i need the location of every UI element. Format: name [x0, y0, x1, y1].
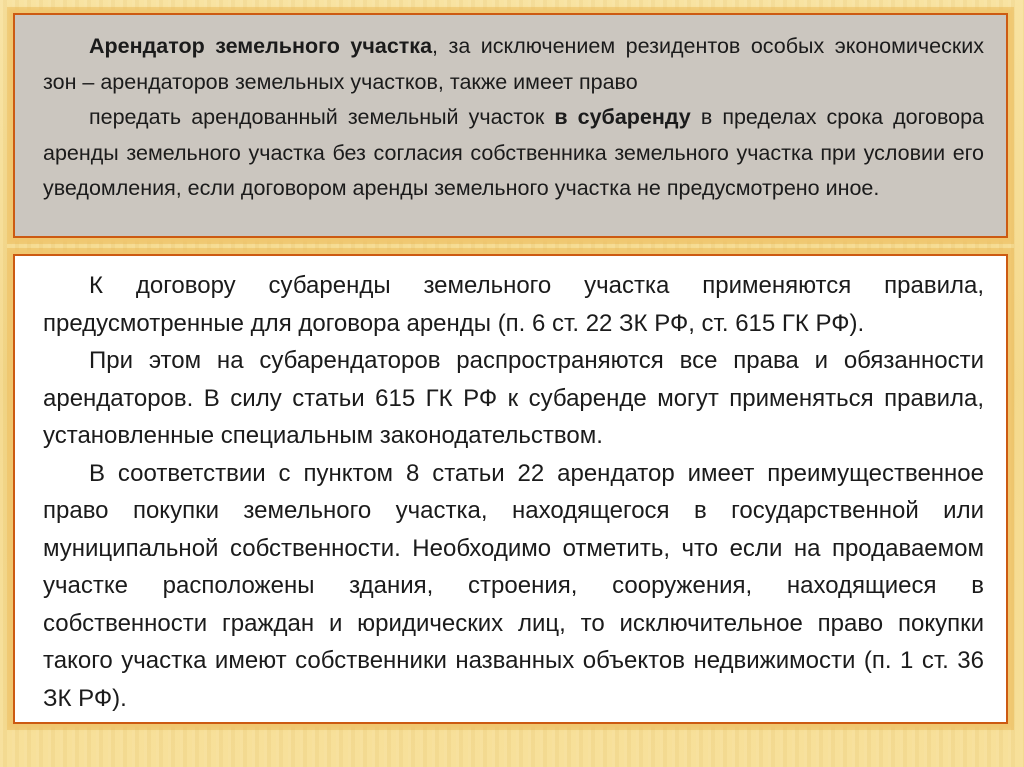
sublease-text-after: в пределах срока договора аренды земельного участка без согласия собственника земельного участка при условии его уведомления, если договором аренды земельного участка не предусмотрено иное. — [43, 105, 984, 200]
sublease-paragraph — [43, 100, 984, 207]
sublease-rules-panel — [13, 254, 1008, 724]
sublease-term: в субаренду — [554, 105, 691, 129]
sublease-right-panel — [13, 13, 1008, 238]
tenant-rights-text: , за исключением резидентов особых экономических зон – арендаторов земельных участков, также имеет право — [43, 34, 984, 94]
subtenant-rights-paragraph: При этом на субарендаторов распространяются все права и обязанности арендаторов. В силу статьи 615 ГК РФ к субаренде могут применяться правила, установленные специальным законодательством. — [43, 347, 984, 449]
sublease-text-before: передать арендованный земельный участок — [89, 105, 555, 129]
tenant-rights-paragraph — [43, 29, 984, 100]
preemptive-right-paragraph: В соответствии с пунктом 8 статьи 22 арендатор имеет преимущественное право покупки земельного участка, находящегося в государственной или муниципальной собственности. Необходимо отметить, что если на продаваемом участке расположены здания, строения, сооружения, находящиеся в собственности граждан и юридических лиц, то исключительное право покупки такого участка имеют собственники названных объектов недвижимости (п. 1 ст. 36 ЗК РФ). — [43, 459, 984, 712]
sublease-rules-paragraph: К договору субаренды земельного участка применяются правила, предусмотренные для договора аренды (п. 6 ст. 22 ЗК РФ, ст. 615 ГК РФ). — [43, 272, 984, 337]
tenant-term: Арендатор земельного участка — [89, 34, 433, 58]
